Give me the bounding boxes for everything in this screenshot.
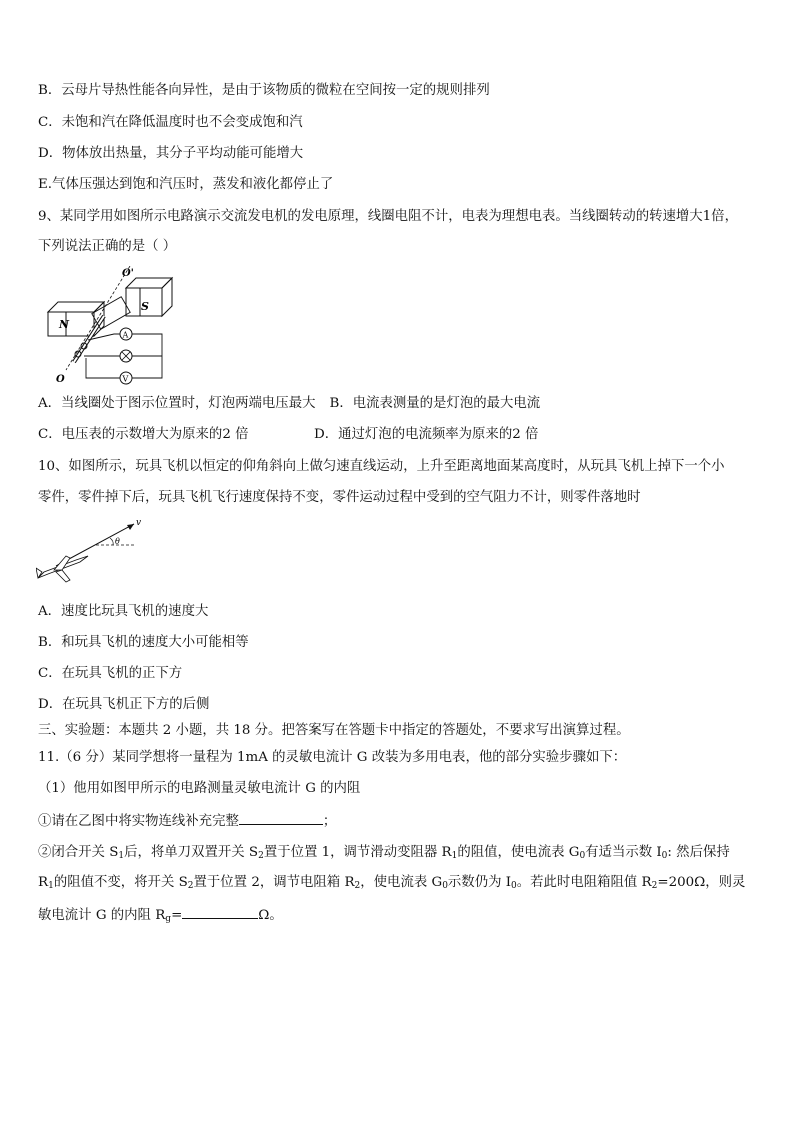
label-v: v xyxy=(136,518,142,528)
q8-option-e: E.气体压强达到饱和汽压时，蒸发和液化都停止了 xyxy=(38,177,334,192)
q9-option-b: B．电流表测量的是灯泡的最大电流 xyxy=(329,396,541,411)
q10-option-a: A．速度比玩具飞机的速度大 xyxy=(38,604,209,619)
answer-blank-2[interactable] xyxy=(182,906,258,919)
q9-option-d: D．通过灯泡的电流频率为原来的2 倍 xyxy=(314,427,539,442)
q11-step2-line3: 敏电流计 G 的内阻 $R_g= \Omega$。 xyxy=(38,908,283,924)
label-voltmeter: V xyxy=(122,374,129,384)
q9-generator-figure xyxy=(44,266,174,386)
q11-step2-line2: $R_1$的阻值不变，将开关 $S_2$置于位置 2，调节电阻箱 $R_2$，使电流表 $G_0$示数仍为 $I_0$。若此时电阻箱阻值 $R_2=200\Omega$，则灵 xyxy=(38,875,746,891)
q8-option-c: C．未饱和汽在降低温度时也不会变成饱和汽 xyxy=(38,115,303,130)
q11-step1: ①请在乙图中将实物连线补充完整 ； xyxy=(38,814,337,829)
q8-option-b: B．云母片导热性能各向异性，是由于该物质的微粒在空间按一定的规则排列 xyxy=(38,83,490,98)
q10-option-d: D．在玩具飞机正下方的后侧 xyxy=(38,697,210,712)
q8-option-d: D．物体放出热量，其分子平均动能可能增大 xyxy=(38,146,304,161)
q9-stem-line2: 下列说法正确的是（ ） xyxy=(38,239,177,254)
q11-stem: 11.（6 分）某同学想将一量程为 1mA 的灵敏电流计 G 改装为多用电表，他的部分实验步骤如下： xyxy=(38,750,627,765)
q9-options-cd xyxy=(38,426,538,444)
q11-step2-line1: ②闭合开关 $S_1$后，将单刀双置开关 $S_2$置于位置 1，调节滑动变阻器 $R_1$的阻值，使电流表 $G_0$有适当示数 $I_0$: 然后保持 xyxy=(38,845,730,861)
q9-stem-line1: 9、某同学用如图所示电路演示交流发电机的发电原理，线圈电阻不计，电表为理想电表。当线圈转动的转速增大1倍， xyxy=(38,209,738,224)
q11-part1: （1）他用如图甲所示的电路测量灵敏电流计 G 的内阻 xyxy=(38,781,361,796)
q10-option-b: B．和玩具飞机的速度大小可能相等 xyxy=(38,635,249,650)
label-o-bottom: O xyxy=(56,374,65,385)
label-o-top: O' xyxy=(122,268,134,279)
q10-stem-line2: 零件，零件掉下后，玩具飞机飞行速度保持不变，零件运动过程中受到的空气阻力不计，则零件落地时 xyxy=(38,490,641,505)
q10-stem-line1: 10、如图所示，玩具飞机以恒定的仰角斜向上做匀速直线运动，上升至距离地面某高度时，从玩具飞机上掉下一个小 xyxy=(38,459,725,474)
q9-options-ab xyxy=(38,395,540,413)
q9-option-a: A．当线圈处于图示位置时，灯泡两端电压最大 xyxy=(38,396,316,411)
q10-plane-figure xyxy=(36,516,146,592)
label-s: S xyxy=(141,300,149,313)
q10-option-c: C．在玩具飞机的正下方 xyxy=(38,666,183,681)
label-ammeter: A xyxy=(122,330,129,340)
label-theta: θ xyxy=(115,537,120,546)
section-3-heading: 三、实验题：本题共 2 小题，共 18 分。把答案写在答题卡中指定的答题处，不要求写出演算过程。 xyxy=(38,723,630,738)
q9-option-c: C．电压表的示数增大为原来的2 倍 xyxy=(38,427,249,442)
answer-blank-1[interactable] xyxy=(239,812,323,825)
label-n: N xyxy=(59,318,70,331)
